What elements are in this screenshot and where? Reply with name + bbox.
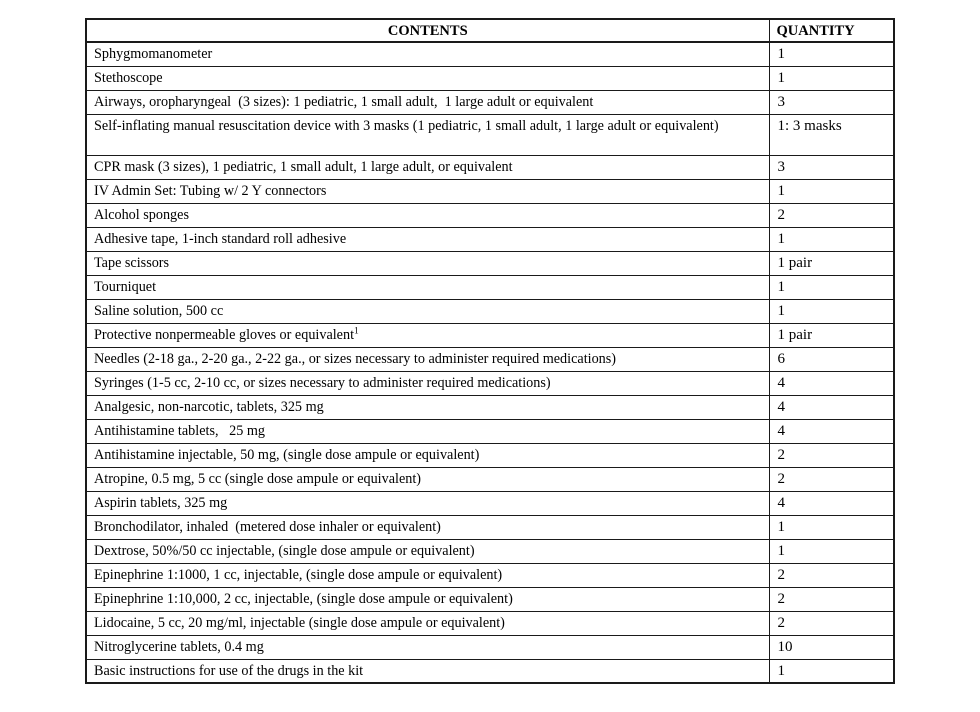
table-row <box>86 299 894 323</box>
contents-cell <box>86 371 769 395</box>
contents-cell <box>86 635 769 659</box>
contents-text: Epinephrine 1:10,000, 2 cc, injectable, (single dose ampule or equivalent) <box>94 590 513 607</box>
contents-cell <box>86 347 769 371</box>
table-row <box>86 515 894 539</box>
contents-text: Lidocaine, 5 cc, 20 mg/ml, injectable (single dose ampule or equivalent) <box>94 614 505 631</box>
contents-text: Stethoscope <box>94 69 163 86</box>
contents-text: Aspirin tablets, 325 mg <box>94 494 228 511</box>
contents-text: Protective nonpermeable gloves or equivalent <box>94 326 355 343</box>
table-row <box>86 114 894 155</box>
quantity-cell: 1 <box>769 179 894 203</box>
contents-cell <box>86 491 769 515</box>
contents-cell <box>86 90 769 114</box>
contents-cell <box>86 66 769 90</box>
contents-text: Basic instructions for use of the drugs in the kit <box>94 662 364 679</box>
contents-text: Saline solution, 500 cc <box>94 302 224 319</box>
contents-cell <box>86 539 769 563</box>
table-row <box>86 323 894 347</box>
contents-text: Tape scissors <box>94 254 170 271</box>
contents-text: Antihistamine injectable, 50 mg, (single dose ampule or equivalent) <box>94 446 480 463</box>
contents-text: Atropine, 0.5 mg, 5 cc (single dose ampule or equivalent) <box>94 470 422 487</box>
table-row <box>86 611 894 635</box>
contents-cell <box>86 659 769 683</box>
quantity-cell: 4 <box>769 491 894 515</box>
table-row <box>86 371 894 395</box>
table-row <box>86 491 894 515</box>
contents-cell <box>86 395 769 419</box>
contents-text: Tourniquet <box>94 278 157 295</box>
contents-cell <box>86 42 769 66</box>
contents-cell <box>86 563 769 587</box>
table-row <box>86 66 894 90</box>
contents-cell <box>86 467 769 491</box>
quantity-cell: 2 <box>769 467 894 491</box>
contents-text: CPR mask (3 sizes), 1 pediatric, 1 small adult, 1 large adult, or equivalent <box>94 158 513 175</box>
contents-cell <box>86 275 769 299</box>
quantity-cell: 1 pair <box>769 323 894 347</box>
quantity-cell: 2 <box>769 563 894 587</box>
table-row <box>86 443 894 467</box>
quantity-cell: 10 <box>769 635 894 659</box>
contents-cell <box>86 179 769 203</box>
contents-cell <box>86 299 769 323</box>
table-row <box>86 419 894 443</box>
contents-text: Analgesic, non-narcotic, tablets, 325 mg <box>94 398 324 415</box>
contents-text: IV Admin Set: Tubing w/ 2 Y connectors <box>94 182 327 199</box>
quantity-cell: 1 <box>769 515 894 539</box>
quantity-cell: 1 <box>769 275 894 299</box>
contents-cell <box>86 114 769 155</box>
table-row <box>86 635 894 659</box>
table-row <box>86 659 894 683</box>
contents-cell <box>86 611 769 635</box>
contents-cell <box>86 443 769 467</box>
contents-cell <box>86 419 769 443</box>
quantity-cell: 2 <box>769 611 894 635</box>
contents-text: Adhesive tape, 1-inch standard roll adhesive <box>94 230 347 247</box>
quantity-cell: 1 <box>769 227 894 251</box>
quantity-cell: 2 <box>769 203 894 227</box>
table-row <box>86 155 894 179</box>
contents-cell <box>86 515 769 539</box>
contents-text: Bronchodilator, inhaled (metered dose inhaler or equivalent) <box>94 518 441 535</box>
table-row <box>86 563 894 587</box>
quantity-cell: 4 <box>769 419 894 443</box>
quantity-cell: 6 <box>769 347 894 371</box>
contents-cell <box>86 203 769 227</box>
contents-text: Nitroglycerine tablets, 0.4 mg <box>94 638 264 655</box>
quantity-cell: 1 <box>769 42 894 66</box>
contents-text: Needles (2-18 ga., 2-20 ga., 2-22 ga., or sizes necessary to administer required medications) <box>94 350 617 367</box>
contents-cell <box>86 323 769 347</box>
contents-cell <box>86 155 769 179</box>
quantity-cell: 1 pair <box>769 251 894 275</box>
table-row <box>86 90 894 114</box>
quantity-cell: 2 <box>769 587 894 611</box>
contents-text: Epinephrine 1:1000, 1 cc, injectable, (single dose ampule or equivalent) <box>94 566 503 583</box>
contents-text: Antihistamine tablets, 25 mg <box>94 422 266 439</box>
contents-column-header: CONTENTS <box>86 19 769 42</box>
quantity-cell: 2 <box>769 443 894 467</box>
table-row <box>86 395 894 419</box>
contents-cell <box>86 587 769 611</box>
contents-text: Dextrose, 50%/50 cc injectable, (single dose ampule or equivalent) <box>94 542 475 559</box>
quantity-cell: 1: 3 masks <box>769 114 894 155</box>
table-row <box>86 467 894 491</box>
quantity-cell: 1 <box>769 66 894 90</box>
table-row <box>86 275 894 299</box>
contents-text: Alcohol sponges <box>94 206 189 223</box>
table-row <box>86 587 894 611</box>
table-header-row <box>86 19 894 42</box>
footnote-marker: 1 <box>354 325 359 336</box>
quantity-column-header: QUANTITY <box>769 19 894 42</box>
table-row <box>86 347 894 371</box>
table-row <box>86 251 894 275</box>
table-row <box>86 179 894 203</box>
quantity-cell: 4 <box>769 371 894 395</box>
quantity-cell: 1 <box>769 659 894 683</box>
table-row <box>86 227 894 251</box>
medical-kit-contents-table <box>85 18 895 684</box>
contents-cell <box>86 251 769 275</box>
contents-cell <box>86 227 769 251</box>
quantity-cell: 3 <box>769 155 894 179</box>
contents-text: Self-inflating manual resuscitation device with 3 masks (1 pediatric, 1 small adult, 1 large adult or equivalent) <box>94 117 719 134</box>
table-row <box>86 203 894 227</box>
table-row <box>86 42 894 66</box>
quantity-cell: 1 <box>769 539 894 563</box>
contents-text: Sphygmomanometer <box>94 46 213 62</box>
contents-text: Airways, oropharyngeal (3 sizes): 1 pediatric, 1 small adult, 1 large adult or equivalent <box>94 93 594 110</box>
quantity-cell: 3 <box>769 90 894 114</box>
table-row <box>86 539 894 563</box>
contents-text: Syringes (1-5 cc, 2-10 cc, or sizes necessary to administer required medications) <box>94 374 551 391</box>
quantity-cell: 4 <box>769 395 894 419</box>
quantity-cell: 1 <box>769 299 894 323</box>
